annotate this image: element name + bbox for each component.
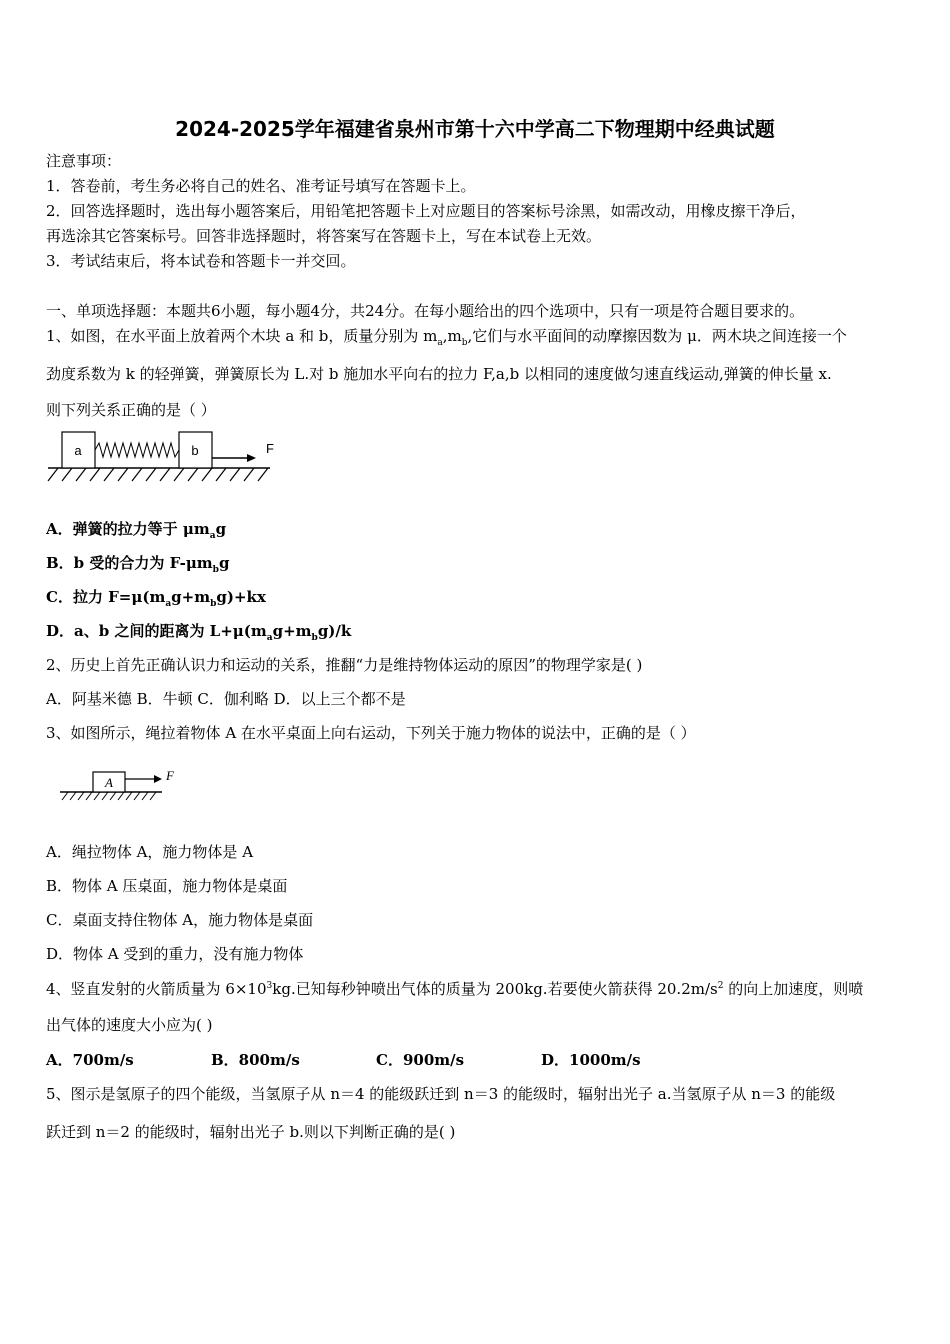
q4-stem-line2: 出气体的速度大小应为( ) (46, 1016, 213, 1034)
q5-stem-line2: 跃迁到 n＝2 的能级时，辐射出光子 b.则以下判断正确的是( ) (46, 1123, 456, 1141)
q1-option-c: C．拉力 $F=\mu(m_ag+m_bg)+kx$ (46, 588, 266, 609)
notice-item-1: 1．答卷前，考生务必将自己的姓名、准考证号填写在答题卡上。 (46, 177, 476, 195)
q3-option-b: B．物体 A 压桌面，施力物体是桌面 (46, 877, 288, 895)
block-a-label: a (74, 443, 82, 458)
q1-stem-line2: 劲度系数为 k 的轻弹簧，弹簧原长为 L.对 b 施加水平向右的拉力 F,a,b 以相同的速度做匀速直线运动,弹簧的伸长量 x. (46, 365, 832, 383)
block-b-label: b (191, 443, 199, 458)
q1-option-a: A．弹簧的拉力等于 $\mu m_ag$ (46, 520, 227, 541)
q5-stem-line1: 5、图示是氢原子的四个能级，当氢原子从 n＝4 的能级跃迁到 n＝3 的能级时，辐射出光子 a.当氢原子从 n＝3 的能级 (46, 1085, 836, 1103)
q3-option-c: C．桌面支持住物体 A，施力物体是桌面 (46, 911, 314, 929)
q4-option-d: D．1000m/s (541, 1051, 641, 1069)
q2-stem: 2、历史上首先正确认识力和运动的关系，推翻“力是维持物体运动的原因”的物理学家是( ) (46, 656, 643, 674)
q4-option-c: C．900m/s (376, 1051, 465, 1069)
rope-force-label: F (166, 768, 174, 783)
notice-item-3: 3．考试结束后，将本试卷和答题卡一并交回。 (46, 252, 356, 270)
page-title: 2024-2025学年福建省泉州市第十六中学高二下物理期中经典试题 (175, 117, 775, 141)
q4-option-b: B．800m/s (211, 1051, 300, 1069)
q4-option-a: A．700m/s (46, 1051, 134, 1069)
q1-stem-line1: 1、如图，在水平面上放着两个木块 a 和 b，质量分别为 $m_a,m_b$,它们与水平面间的动摩擦因数为 μ．两木块之间连接一个 (46, 327, 847, 348)
q2-options: A．阿基米德 B．牛顿 C．伽利略 D．以上三个都不是 (46, 690, 406, 708)
q3-block-figure (58, 764, 186, 804)
notice-heading: 注意事项： (46, 152, 122, 170)
q4-options (46, 1050, 910, 1070)
q1-option-d: D．a、b 之间的距离为 $L+\mu(m_ag+m_bg)/k$ (46, 622, 352, 643)
q1-option-b: B．b 受的合力为 $F-\mu m_bg$ (46, 554, 230, 575)
q3-option-d: D．物体 A 受到的重力，没有施力物体 (46, 945, 304, 963)
q3-stem: 3、如图所示，绳拉着物体 A 在水平桌面上向右运动，下列关于施力物体的说法中，正确的是（ ） (46, 724, 696, 742)
notice-item-2: 2．回答选择题时，选出每小题答案后，用铅笔把答题卡上对应题目的答案标号涂黑，如需改动，用橡皮擦干净后， (46, 202, 806, 220)
spring (95, 443, 179, 457)
section-heading: 一、单项选择题：本题共6小题，每小题4分，共24分。在每小题给出的四个选项中，只有一项是符合题目要求的。 (46, 302, 805, 320)
q1-spring-blocks-figure (44, 428, 280, 488)
q4-stem-line1: 4、竖直发射的火箭质量为 $6\times 10^3kg$.已知每秒钟喷出气体的质量为 200kg.若要使火箭获得 $20.2m/s^2$ 的向上加速度，则喷 (46, 980, 864, 998)
force-label: F (266, 441, 274, 456)
block-A-label: A (105, 775, 113, 790)
q3-option-a: A．绳拉物体 A，施力物体是 A (46, 843, 254, 861)
q1-stem-line3: 则下列关系正确的是（ ） (46, 401, 216, 419)
notice-item-2-cont: 再选涂其它答案标号。回答非选择题时，将答案写在答题卡上，写在本试卷上无效。 (46, 227, 602, 245)
